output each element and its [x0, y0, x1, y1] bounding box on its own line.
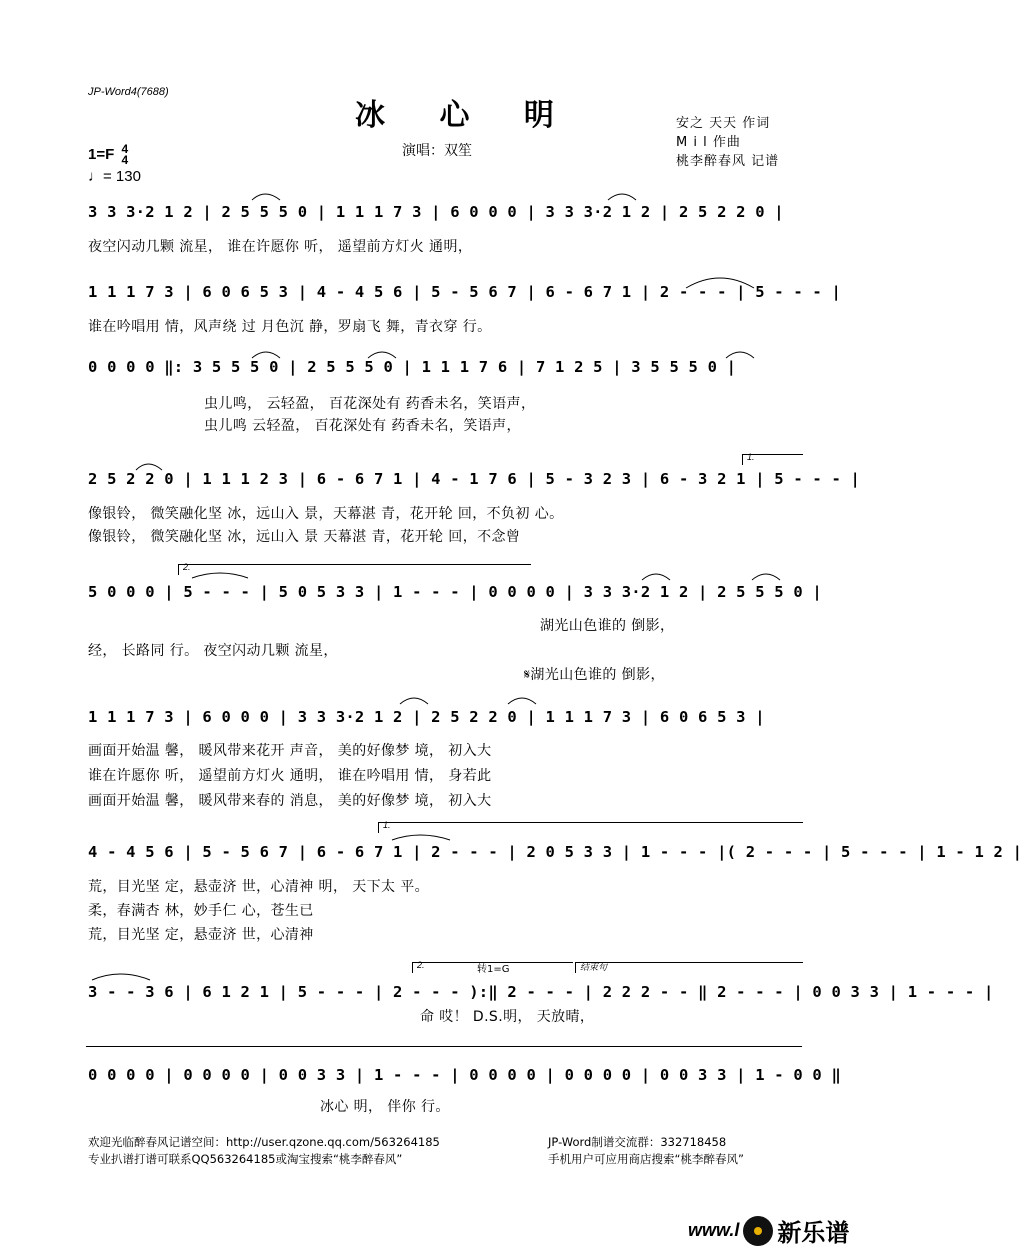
lyric-line: 像银铃， 微笑融化坚 冰，远山入 景，天幕湛 青，花开轮 回，不负初 心。	[88, 506, 564, 522]
time-bottom: 4	[121, 153, 129, 167]
notation-line: 1 1 1 7 3 | 6 0 6 5 3 | 4 - 4 5 6 | 5 - 5 6 7 | 6 - 6 7 1 | 2 - - - | 5 - - - |	[88, 283, 842, 301]
lyric-line: 画面开始温 馨， 暖风带来花开 声音， 美的好像梦 境， 初入大	[88, 743, 492, 759]
transcriber-credit: 桃李醉春风 记谱	[676, 154, 780, 169]
watermark-url: www.l	[688, 1220, 740, 1240]
lyric-line: 像银铃， 微笑融化坚 冰，远山入 景 天幕湛 青，花开轮 回，不念曾	[88, 529, 521, 545]
notation-line: 5 0 0 0 | 5 - - - | 5 0 5 3 3 | 1 - - - | 0 0 0 0 | 3 3 3·2 1 2 | 2 5 5 5 0 |	[88, 583, 822, 601]
volta-2-label: 2.	[183, 562, 191, 572]
lyric-line: 湖光山色谁的 倒影，	[540, 618, 675, 634]
lyricist-credit: 安之 天天 作词	[676, 116, 771, 131]
lyric-line: 虫儿鸣， 云轻盈， 百花深处有 药香未名，笑语声，	[204, 396, 536, 412]
slur-arc	[136, 464, 162, 470]
lyric-line: 谁在吟唱用 情，风声绕 过 月色沉 静，罗扇飞 舞，青衣穿 行。	[88, 319, 492, 335]
key-change-label: 转1=G	[477, 964, 510, 975]
lyric-line: 画面开始温 馨， 暖风带来春的 消息， 美的好像梦 境， 初入大	[88, 793, 492, 809]
lyric-line: 命 哎！ D.S.明， 天放晴，	[420, 1009, 595, 1025]
volta-1b-label: 1.	[383, 820, 391, 830]
footer-line1-right: JP-Word制谱交流群：332718458	[548, 1135, 727, 1149]
lyric-line: 经， 长路同 行。 夜空闪动几颗 流星，	[88, 643, 338, 659]
slur-arc	[726, 352, 754, 358]
music-disc-icon	[743, 1216, 773, 1246]
slur-arc	[400, 698, 428, 704]
slur-arc	[252, 194, 280, 200]
tempo-value: = 130	[103, 168, 141, 185]
footer-line1-left: 欢迎光临醉春风记谱空间：http://user.qzone.qq.com/563264185	[88, 1135, 440, 1149]
lyric-line: 荒，目光坚 定，悬壶济 世，心清神	[88, 927, 314, 943]
version-label: JP-Word4(7688)	[88, 86, 169, 98]
notation-line: 2 5 2 2 0 | 1 1 1 2 3 | 6 - 6 7 1 | 4 - 1 7 6 | 5 - 3 2 3 | 6 - 3 2 1 | 5 - - - |	[88, 470, 861, 488]
lyric-line: 冰心 明， 伴你 行。	[320, 1099, 450, 1115]
slur-arc	[252, 352, 280, 358]
slur-arc	[368, 352, 396, 358]
key-label: 1=F	[88, 145, 115, 163]
lyric-line: 虫儿鸣 云轻盈， 百花深处有 药香未名，笑语声，	[204, 418, 521, 434]
watermark-logo	[688, 1213, 849, 1248]
slur-arc	[686, 278, 754, 288]
slur-arc	[608, 194, 636, 200]
song-title: 冰 心 明	[355, 98, 576, 133]
singer-credit: 演唱：双笙	[402, 143, 472, 159]
lyric-line: 荒，目光坚 定，悬壶济 世，心清神 明， 天下太 平。	[88, 879, 430, 895]
time-top: 4	[121, 142, 129, 156]
volta-2b-label: 2.	[417, 960, 425, 970]
slur-arc	[642, 574, 670, 580]
notation-line: 0 0 0 0 | 0 0 0 0 | 0 0 3 3 | 1 - - - | 0 0 0 0 | 0 0 0 0 | 0 0 3 3 | 1 - 0 0 ‖	[88, 1066, 842, 1084]
lyric-line: 柔，春满杏 林，妙手仁 心，苍生已	[88, 903, 314, 919]
volta-1-label: 1.	[747, 452, 755, 462]
slur-arc	[92, 974, 150, 980]
ending-label: 结束句	[580, 962, 608, 972]
lyric-line: 谁在许愿你 听， 遥望前方灯火 通明， 谁在吟唱用 情， 身若此	[88, 768, 492, 784]
watermark-brand: 新乐谱	[777, 1219, 850, 1247]
quarter-note-icon: ♩	[88, 168, 103, 185]
notation-line: 3 - - 3 6 | 6 1 2 1 | 5 - - - | 2 - - - ):‖ 2 - - - | 2 2 2 - - ‖ 2 - - - | 0 0 3 3 | 1 - - - |	[88, 983, 994, 1001]
slur-arc	[508, 698, 536, 704]
notation-line: 1 1 1 7 3 | 6 0 0 0 | 3 3 3·2 1 2 | 2 5 2 2 0 | 1 1 1 7 3 | 6 0 6 5 3 |	[88, 708, 765, 726]
notation-line: 3 3 3·2 1 2 | 2 5 5 5 0 | 1 1 1 7 3 | 6 0 0 0 | 3 3 3·2 1 2 | 2 5 2 2 0 |	[88, 203, 784, 221]
composer-credit: M i l 作曲	[676, 135, 741, 150]
notation-line: 4 - 4 5 6 | 5 - 5 6 7 | 6 - 6 7 1 | 2 - - - | 2 0 5 3 3 | 1 - - - |( 2 - - - | 5 - - - | 1 - 1 2 |	[88, 843, 1022, 861]
footer-line2-left: 专业扒谱打谱可联系QQ563264185或淘宝搜索“桃李醉春风”	[88, 1152, 403, 1166]
lyric-line: 夜空闪动几颗 流星， 谁在许愿你 听， 遥望前方灯火 通明，	[88, 239, 473, 255]
slur-arc	[752, 574, 780, 580]
footer-line2-right: 手机用户可应用商店搜索“桃李醉春风”	[548, 1152, 744, 1166]
notation-line: 0 0 0 0 ‖: 3 5 5 5 0 | 2 5 5 5 0 | 1 1 1 7 6 | 7 1 2 5 | 3 5 5 5 0 |	[88, 358, 737, 376]
slur-arc	[192, 573, 248, 578]
lyric-line: 𝄋湖光山色谁的 倒影，	[524, 667, 665, 683]
slur-arc	[392, 835, 450, 840]
